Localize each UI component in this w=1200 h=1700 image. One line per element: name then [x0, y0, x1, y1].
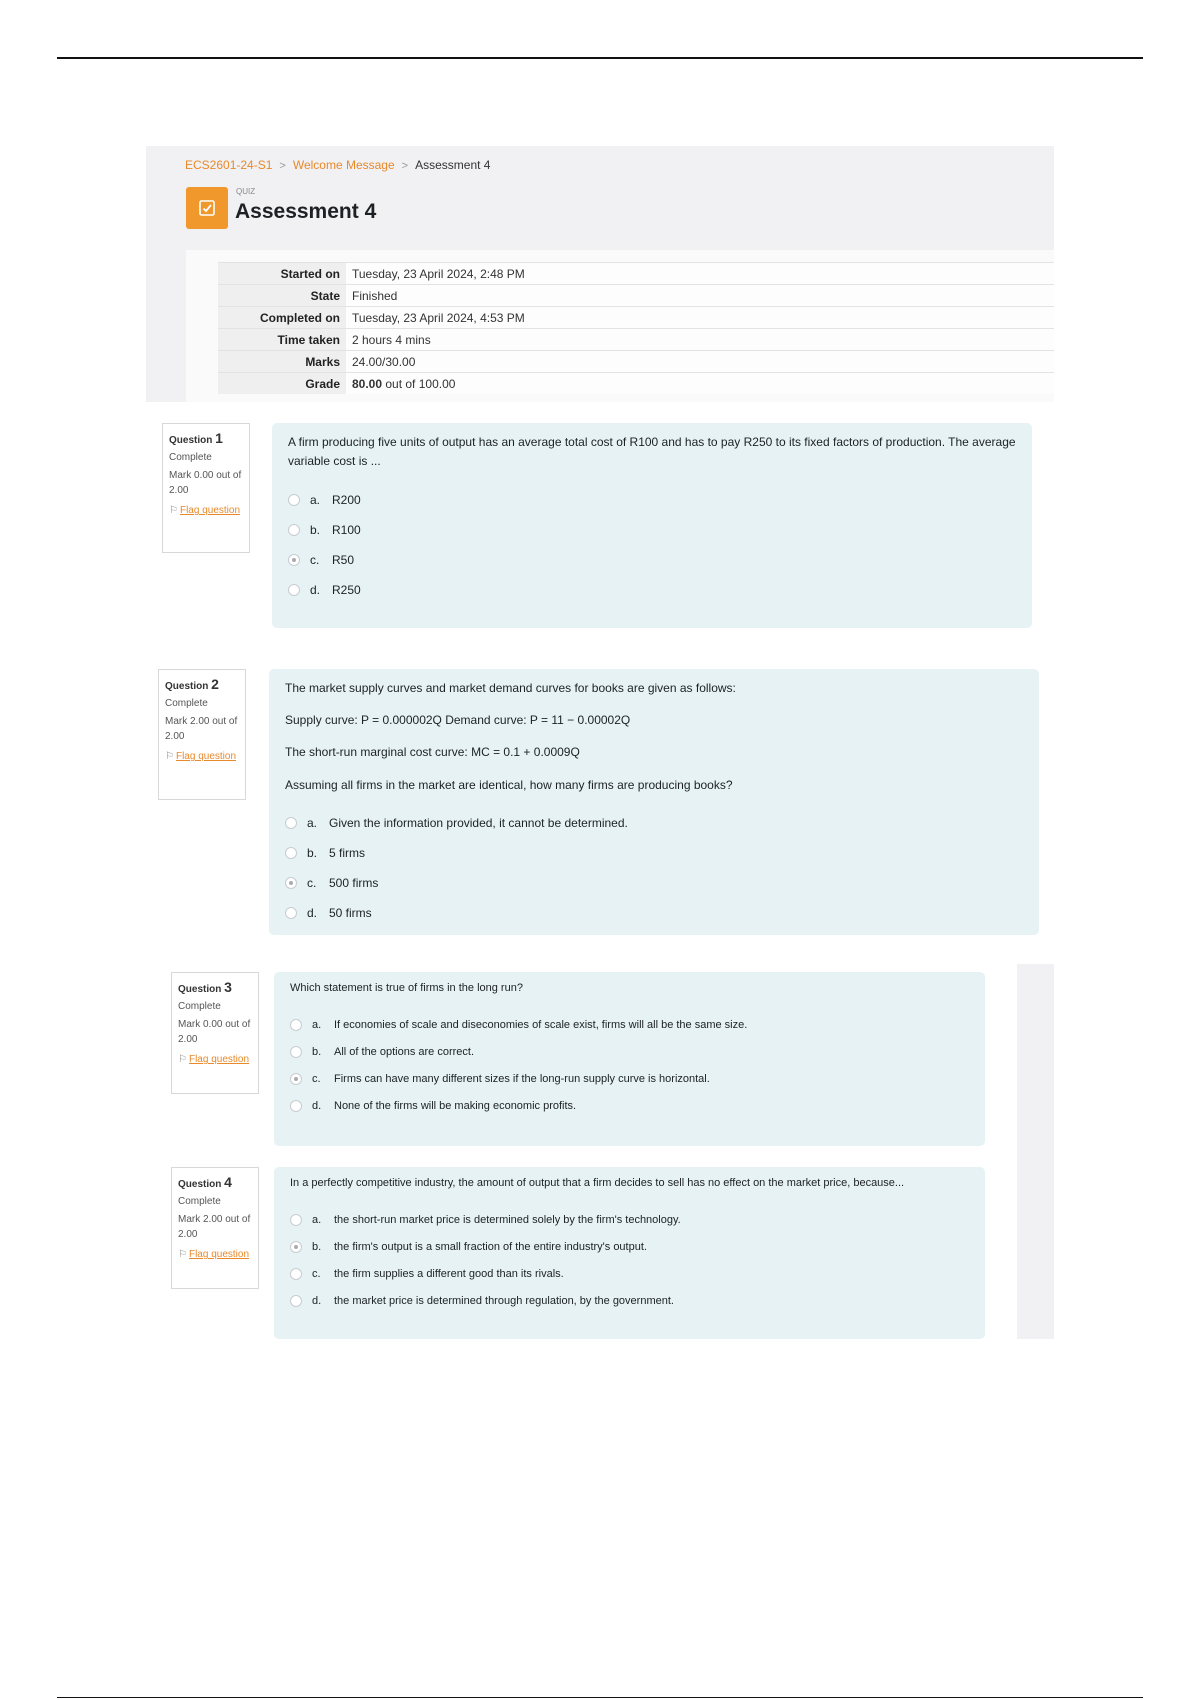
question-grade: Mark 2.00 out of 2.00 — [178, 1214, 251, 1240]
flag-question-label: Flag question — [175, 751, 237, 762]
summary-row — [218, 307, 1054, 329]
summary-value: Tuesday, 23 April 2024, 2:48 PM — [346, 263, 1054, 285]
page-title: Assessment 4 — [235, 200, 377, 223]
breadcrumb-section-link[interactable]: Welcome Message — [292, 158, 395, 172]
answer-radio[interactable] — [290, 1019, 302, 1031]
flag-question-link[interactable] — [178, 1248, 252, 1262]
question-state: Complete — [169, 452, 212, 463]
question-text-line: Which statement is true of firms in the long run? — [290, 982, 523, 994]
answer-radio[interactable] — [290, 1268, 302, 1280]
answer-letter: c. — [310, 553, 320, 568]
flag-icon: ⚐ — [169, 505, 178, 516]
answer-letter: d. — [310, 583, 321, 598]
question-text — [290, 1175, 969, 1193]
answer-text: R200 — [332, 493, 361, 508]
summary-label: Completed on — [218, 307, 346, 329]
question-grade: Mark 2.00 out of 2.00 — [165, 716, 238, 742]
answer-text: None of the firms will be making economic profits. — [334, 1100, 577, 1113]
bottom-rule — [57, 1697, 1143, 1698]
question-label: Question — [169, 435, 213, 446]
question-info — [171, 972, 259, 1094]
answer-text: If economies of scale and diseconomies of scale exist, firms will all be the same size. — [334, 1019, 748, 1032]
chevron-right-icon: > — [401, 160, 409, 172]
answer-radio[interactable] — [285, 847, 297, 859]
answer-radio[interactable] — [285, 907, 297, 919]
answer-text: Firms can have many different sizes if the long-run supply curve is horizontal. — [334, 1073, 710, 1086]
question-label: Question — [165, 681, 209, 692]
answer-option[interactable] — [290, 1093, 969, 1120]
attempt-summary-table — [218, 262, 1054, 394]
question-number: 4 — [224, 1174, 232, 1190]
answer-list — [288, 485, 1016, 605]
answer-radio-selected[interactable] — [290, 1241, 302, 1253]
answer-list — [290, 1207, 969, 1315]
activity-type-label: QUIZ — [236, 187, 256, 196]
summary-row — [218, 351, 1054, 373]
question-info — [158, 669, 246, 800]
answer-radio[interactable] — [288, 524, 300, 536]
question-number: 1 — [215, 430, 223, 446]
question-text — [288, 433, 1016, 471]
answer-radio[interactable] — [290, 1100, 302, 1112]
answer-radio-selected[interactable] — [288, 554, 300, 566]
summary-label: Marks — [218, 351, 346, 373]
answer-letter: b. — [312, 1046, 322, 1059]
answer-letter: b. — [310, 523, 321, 538]
flag-question-link[interactable] — [169, 504, 243, 518]
summary-value — [346, 373, 1054, 395]
summary-row — [218, 329, 1054, 351]
answer-letter: b. — [312, 1241, 322, 1254]
answer-radio[interactable] — [288, 584, 300, 596]
answer-option[interactable] — [285, 808, 1023, 838]
answer-text: the market price is determined through regulation, by the government. — [334, 1295, 674, 1308]
answer-option[interactable] — [290, 1012, 969, 1039]
question-state: Complete — [165, 698, 208, 709]
question-text — [290, 980, 969, 998]
answer-option[interactable] — [290, 1261, 969, 1288]
answer-radio[interactable] — [285, 817, 297, 829]
answer-letter: d. — [307, 905, 318, 920]
flag-icon: ⚐ — [165, 751, 174, 762]
question-info — [162, 423, 250, 553]
flag-icon: ⚐ — [178, 1249, 187, 1260]
answer-letter: c. — [312, 1073, 321, 1086]
answer-option[interactable] — [290, 1288, 969, 1315]
question-text-line: A firm producing five units of output has an average total cost of R100 and has to pay R250 to its fixed factors of production. The average variable cost is ... — [288, 435, 1016, 469]
answer-letter: d. — [312, 1100, 322, 1113]
question-state: Complete — [178, 1196, 221, 1207]
answer-text: 5 firms — [329, 845, 365, 860]
question-content — [269, 669, 1039, 935]
quiz-icon — [186, 187, 228, 229]
answer-letter: a. — [312, 1019, 322, 1032]
answer-letter: c. — [307, 875, 317, 890]
answer-option[interactable] — [290, 1207, 969, 1234]
summary-value: Tuesday, 23 April 2024, 4:53 PM — [346, 307, 1054, 329]
answer-radio-selected[interactable] — [285, 877, 297, 889]
answer-radio[interactable] — [290, 1046, 302, 1058]
flag-question-label: Flag question — [188, 1054, 250, 1065]
summary-row — [218, 373, 1054, 395]
grade-value: 80.00 — [352, 376, 383, 391]
answer-text: All of the options are correct. — [334, 1046, 475, 1059]
question-number: 2 — [211, 676, 219, 692]
answer-radio[interactable] — [290, 1214, 302, 1226]
summary-value: Finished — [346, 285, 1054, 307]
answer-list — [290, 1012, 969, 1120]
top-rule — [57, 57, 1143, 59]
answer-option[interactable] — [290, 1234, 969, 1261]
answer-radio-selected[interactable] — [290, 1073, 302, 1085]
breadcrumb-course-link[interactable]: ECS2601-24-S1 — [185, 158, 273, 172]
summary-label: Time taken — [218, 329, 346, 351]
question-text-line: The market supply curves and market demand curves for books are given as follows: — [285, 681, 736, 695]
answer-text: R50 — [332, 553, 355, 568]
answer-radio[interactable] — [288, 494, 300, 506]
question-label: Question — [178, 1179, 222, 1190]
answer-text: the firm supplies a different good than its rivals. — [334, 1268, 564, 1281]
answer-option[interactable] — [288, 515, 1016, 545]
answer-letter: c. — [312, 1268, 321, 1281]
question-text-line: The short-run marginal cost curve: MC = 0.1 + 0.0009Q — [285, 745, 580, 760]
answer-option[interactable] — [290, 1039, 969, 1066]
question-content — [274, 972, 985, 1146]
grade-out-of: out of 100.00 — [382, 376, 456, 391]
flag-question-link[interactable] — [165, 750, 239, 764]
answer-text: the short-run market price is determined solely by the firm's technology. — [334, 1214, 681, 1227]
answer-option[interactable] — [285, 898, 1023, 928]
answer-letter: a. — [307, 815, 318, 830]
summary-label: Started on — [218, 263, 346, 285]
answer-option[interactable] — [290, 1066, 969, 1093]
question-label: Question — [178, 984, 222, 995]
answer-option[interactable] — [288, 575, 1016, 605]
question-text-line: Supply curve: P = 0.000002Q Demand curve: P = 11 − 0.00002Q — [285, 713, 631, 728]
summary-row — [218, 285, 1054, 307]
question-grade: Mark 0.00 out of 2.00 — [178, 1019, 251, 1045]
answer-letter: a. — [310, 493, 321, 508]
flag-icon: ⚐ — [178, 1054, 187, 1065]
summary-value: 24.00/30.00 — [346, 351, 1054, 373]
flag-question-label: Flag question — [179, 505, 241, 516]
question-content — [272, 423, 1032, 628]
answer-letter: a. — [312, 1214, 322, 1227]
summary-label: State — [218, 285, 346, 307]
answer-text: the firm's output is a small fraction of the entire industry's output. — [334, 1241, 647, 1254]
flag-question-label: Flag question — [188, 1249, 250, 1260]
answer-text: Given the information provided, it cannot be determined. — [329, 815, 628, 830]
answer-letter: b. — [307, 845, 318, 860]
answer-radio[interactable] — [290, 1295, 302, 1307]
question-content — [274, 1167, 985, 1339]
question-text-line: In a perfectly competitive industry, the amount of output that a firm decides to sell has no effect on the market price, because... — [290, 1177, 905, 1189]
answer-text: 500 firms — [329, 875, 379, 890]
answer-text: 50 firms — [329, 905, 372, 920]
flag-question-link[interactable] — [178, 1053, 252, 1067]
question-text — [285, 679, 1023, 795]
chevron-right-icon: > — [279, 160, 286, 172]
answer-option[interactable] — [288, 545, 1016, 575]
answer-text: R250 — [332, 583, 361, 598]
summary-row — [218, 263, 1054, 285]
question-number: 3 — [224, 979, 232, 995]
question-grade: Mark 0.00 out of 2.00 — [169, 470, 242, 496]
question-text-line: Assuming all firms in the market are identical, how many firms are producing books? — [285, 777, 733, 792]
breadcrumb — [185, 158, 490, 172]
summary-value: 2 hours 4 mins — [346, 329, 1054, 351]
breadcrumb-current: Assessment 4 — [415, 158, 491, 172]
question-state: Complete — [178, 1001, 221, 1012]
answer-option[interactable] — [288, 485, 1016, 515]
answer-list — [285, 808, 1023, 928]
answer-text: R100 — [332, 523, 361, 538]
question-info — [171, 1167, 259, 1289]
answer-letter: d. — [312, 1295, 322, 1308]
answer-option[interactable] — [285, 838, 1023, 868]
answer-option[interactable] — [285, 868, 1023, 898]
page-side-strip — [1017, 964, 1054, 1339]
summary-label: Grade — [218, 373, 346, 395]
